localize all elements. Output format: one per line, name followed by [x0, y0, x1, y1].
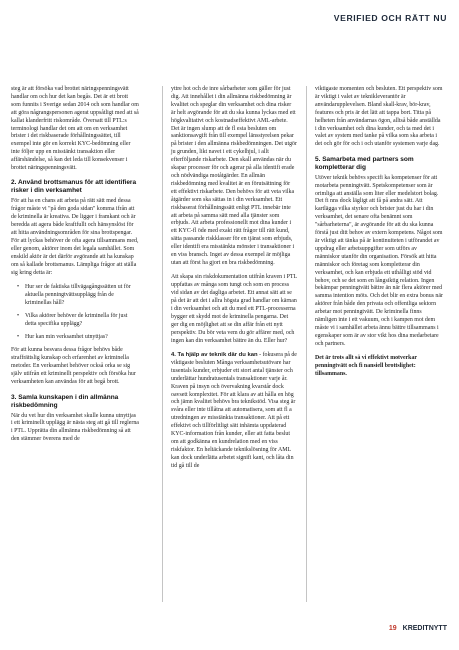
list-item: • Hur ser de faktiska tillvägagångssätten ut för aktuella penningtvättsupplägg från de kriminellas håll?	[25, 284, 139, 308]
paragraph: Att skapa sin riskdokumentation utifrån kraven i PTL uppfattas av många som tungt och som en process vid sidan av det dagliga arbetet. Ett annat sätt att se på det är att det i allra högsta grad handlar om kärnan i din verksamhet och att du med ett PTL-processerna bygger ett skydd mot de kriminella pengarna. Det ger dig en möjlighet att se din affär från ett nytt perspektiv. Du bör veta vem du gör affärer med, och ingen kan din verksamhet bättre än du. Eller hur?	[171, 274, 297, 344]
section-header: VERIFIED OCH RÄTT NU	[333, 13, 447, 23]
page-number: 19	[388, 625, 397, 632]
list-item: • Hur kan min verksamhet utnyttjas?	[25, 334, 139, 342]
column-1	[11, 86, 139, 451]
paragraph: Utöver teknik behövs specifi ka kompetenser för att motarbeta penningtvätt. Spetskompetenser som är orimliga att anställa som liter eller medelstort bolag. Det fi nns dock lägligt att få på andra sätt. Att kartlägga vilka styrkor och brister just du har i din verksamhet, det senare ofta benämnt som "sårbarheterna", är avgörande för att du ska kunna förstå just ditt behov av extern kompetens. Något som är viktigt att tänka på är kontinuiteten i utförandet av uppdrag eller arbetsuppgifter som utförs av människor utanför din organisation. Försök att hitta människor och företag som kompletterar din verksamhet, och kan erbjuda ett uthålligt stöd vid behov, och se det som en långsiktig relation. Ingen bekämpar penningtvätt bättre än när flera aktörer med samma intention möts. Och det blir en extra bonus när aktörer från både den privata och offentliga sektorn arbetar mot penningtvätt. De kriminella finns nämligen inte i ett vakuum, och i kampen mot dem måste vi i samhället arbeta ännu bättre tillsammans i egenskaper som är av stor vikt hos dina medarbetare och partners.	[315, 174, 443, 347]
section-heading: 4. Ta hjälp av teknik där du kan	[171, 352, 258, 358]
column-3	[315, 86, 443, 385]
paragraph: yttre hot och de inre sårbarheter som gäller för just dig. Att innehållet i din allmänna riskbedömning är kvalitet och speglar din verksamhet och dina risker är helt avgörande för att du ska kunna lyckas med ett högkvalitativt och kostnadseffektivt AML-arbete. Det är ingen slump att de fl esta besluten om sanktionsavgift från till exempel länsstyrelsen pekar på brister i den allmänna riskbedömningen. Det utgör ju grunden, likt navet i ett cykelhjul, i allt efterföljande riskarbete. Den skall användas när du skapar processer för och agerar på alla identifi erade och nödvändiga motåtgärder. En allmän riskbedömning med kvalitet är en förutsättning för ett effektivt riskarbete. Den behövs för att veta vilka åtgärder som ska sättas in i din verksamhet. Ett riskbaserat förhållningssätt enligt PTL innebär inte att arbeta på samma sätt med alla tjänster som erbjuds. Att arbeta professionellt mot dina kunder i ett KYC-fl öde med exakt rätt frågor till rätt kund, sätta passande riskklasser för en tjänst som erbjuds, eller identifi era misstänkta mönster i transaktioner i en viss bransch. Inget av dessa exempel är möjliga utan att först ha gjort en bra riskbedömning.	[171, 86, 297, 266]
paragraph: steg är att försöka vad brottet näringspenningsvätt handlar om och hur det kan begås. Det är ett brott som funnits i Sverige sedan 2014 och som handlar om att göra någrangspersonen agerat uppsåtligt med att så kallat klanderfritt riskområde. Översatt till PTL:s terminologi handlar det om att om en verksamhet brister i det riskbaserade förhållningssättet, till exempel inte gör en korrekt KYC-bedömning eller inte följer upp en misstänkt transaktion eller affärshändelse, så kan det leda till konsekvenser i brottet näringspenningsvätt.	[11, 86, 139, 172]
section-heading: 2. Använd brottsmanus för att identifiera risker i din verksamhet	[11, 179, 137, 195]
column-divider	[162, 86, 163, 602]
question-list	[11, 284, 139, 341]
section-heading: 3. Samla kunskapen i din allmänna riskbedömning	[11, 393, 119, 409]
section-heading: 5. Samarbeta med partners som kompletterar dig	[315, 155, 414, 171]
list-item: • Vilka aktörer behöver de kriminella för just detta specifika upplägg?	[25, 313, 139, 329]
paragraph: När du vet hur din verksamhet skulle kunna utnyttjas i ett kriminellt upplägg är nästa steg att gå till reglerna i PTL. Upprätta din allmänna riskbedömning så att den stämmer överens med de	[11, 412, 139, 443]
paragraph-text: - fokusera på de viktigaste besluten Många verksamhetsutövare har tusentals kunder, erbjuder ett stort antal tjänster och underlättar hundratusentals transaktioner varje år. Kraven på insyn och övervakning kvarstår dock oavsett komplexitet. För att klara av att hålla en hög och jämn kvalitet behövs bra teknikstöd. Visa steg är svåra eller inte tillåtna att automatisera, som att fl a utredningen av misstänkta transaktioner. Att på ett effektivt och tillförlitligt sätt inhämta uppdaterad KYC-information från kunder, eller att fatta beslut om att godkänna en kundrelation med en viss riskfaktor. En heltäckande teknikslösning för AML kan dock underlätta arbetet signifi kant, och låta din tid gå till de	[171, 352, 297, 469]
paragraph	[171, 352, 297, 471]
column-2	[171, 86, 297, 477]
closing-statement: Det är trots allt så vi effektivt motverkar penningtvätt och fi nansiell brottslighet: tillsammans.	[315, 355, 417, 377]
column-divider	[306, 86, 307, 602]
paragraph: För att kunna besvara dessa frågor behövs både straffrättslig kunskap och erfarenhet av kriminella metoder. En verksamhet behöver också orka se sig själv utifrån ett kriminellt perspektiv och försöka hur verksamheten kan användas för att begå brott.	[11, 347, 136, 386]
paragraph: viktigaste momenten och besluten. Ett perspektiv som är viktigt i valet av teknikleverantör är användarupplevelsen. Bland skall-krav, bör-krav, features och pris är det lätt att tappa bort. Titta på helheten från användarnas ögon, alltså både anställda i din verksamhet och dina kunder, och ta med det i valet av system med tanke på vilka som ska arbeta i det och gör för och i och utanför systemen varje dag.	[315, 86, 443, 148]
paragraph: För att ha en chans att arbeta på rätt sätt med dessa frågor måste vi "på den goda sidan" komma ifrån att de kriminella är kreativa. De ligger i framkant och är beredda att agera både kraftfullt och hänsynslöst för att hitta användningsområden för sina brottspengar. För att lyckas behöver de ofta agera tillsammans med, eller genom, aktörer inom det legala samhället. Som enskild aktör är det därför avgörande att ha kunskap om så kallade brottsmanus. Lämpliga frågor att ställa sig kring detta är:	[11, 198, 139, 276]
magazine-name: KREDITNYTT	[402, 625, 447, 632]
page-footer	[389, 625, 447, 632]
